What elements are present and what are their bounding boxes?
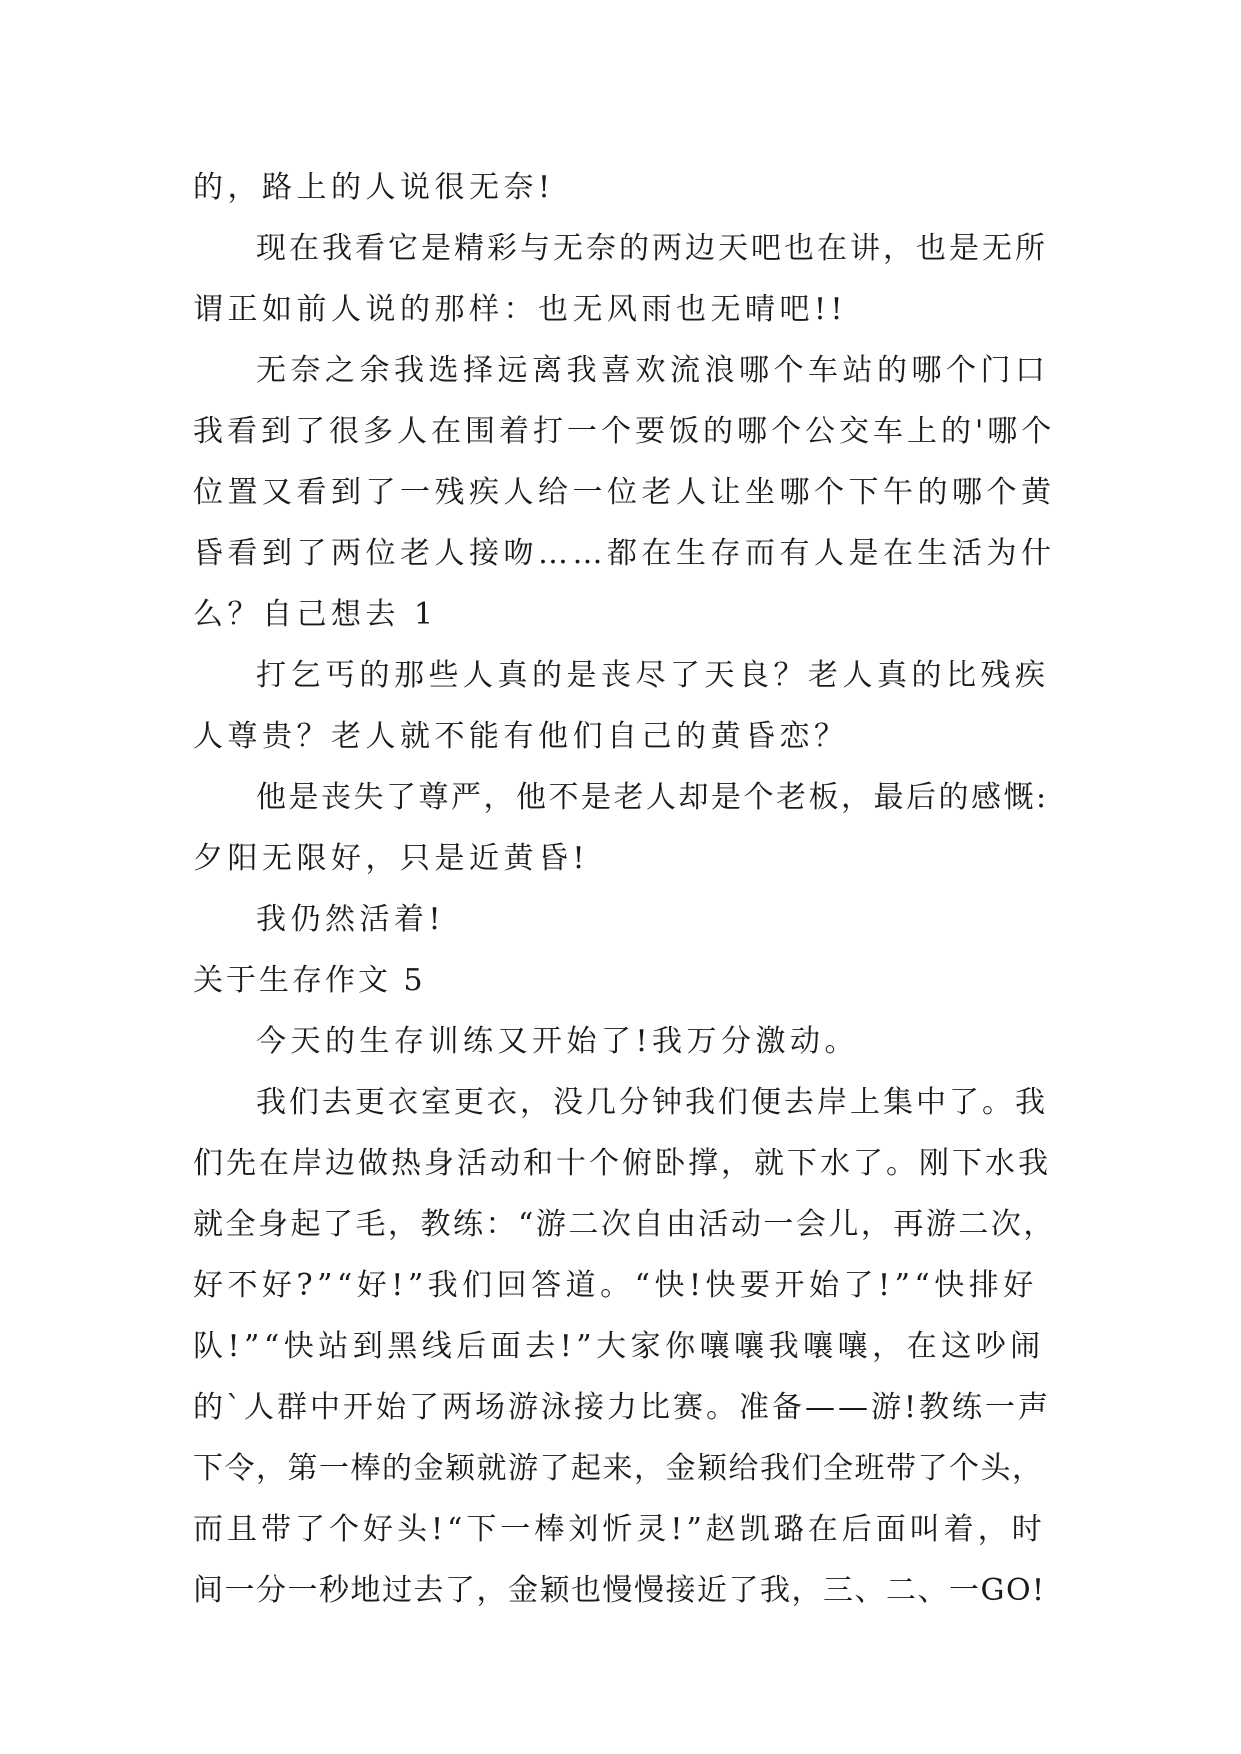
text-line: 我看到了很多人在围着打一个要饭的哪个公交车上的'哪个 — [193, 414, 1056, 449]
essay-body — [193, 157, 1055, 1621]
text-line: 夕阳无限好，只是近黄昏! — [193, 841, 590, 876]
text-line: 间一分一秒地过去了，金颖也慢慢接近了我，三、二、一GO! — [193, 1573, 1046, 1608]
text-line: 的，路上的人说很无奈! — [193, 170, 555, 205]
text-line: 么？自己想去 1 — [193, 597, 438, 632]
text-line: 而且带了个好头!“下一棒刘忻灵!”赵凯璐在后面叫着，时 — [193, 1512, 1046, 1547]
text-line: 位置又看到了一残疾人给一位老人让坐哪个下午的哪个黄 — [193, 475, 1056, 510]
paragraph-first-line: 我仍然活着! — [256, 902, 446, 937]
section-heading: 关于生存作文 5 — [193, 963, 426, 998]
text-line: 下令，第一棒的金颖就游了起来，金颖给我们全班带了个头， — [193, 1451, 1044, 1486]
text-line: 谓正如前人说的那样：也无风雨也无晴吧!! — [193, 292, 848, 327]
paragraph-first-line: 我们去更衣室更衣，没几分钟我们便去岸上集中了。我 — [256, 1085, 1048, 1120]
paragraph-first-line: 今天的生存训练又开始了!我万分激动。 — [256, 1024, 860, 1059]
text-line: 队!”“快站到黑线后面去!”大家你嚷嚷我嚷嚷，在这吵闹 — [193, 1329, 1045, 1364]
text-line: 的`人群中开始了两场游泳接力比赛。准备——游!教练一声 — [193, 1390, 1052, 1425]
text-line: 们先在岸边做热身活动和十个俯卧撑，就下水了。刚下水我 — [193, 1146, 1051, 1181]
text-line: 好不好?”“好!”我们回答道。“快!快要开始了!”“快排好 — [193, 1268, 1038, 1303]
paragraph-first-line: 打乞丐的那些人真的是丧尽了天良？老人真的比残疾 — [256, 658, 1050, 693]
text-line: 人尊贵？老人就不能有他们自己的黄昏恋？ — [193, 719, 849, 754]
text-line: 昏看到了两位老人接吻……都在生存而有人是在生活为什 — [193, 536, 1056, 571]
text-line: 就全身起了毛，教练：“游二次自由活动一会儿，再游二次， — [193, 1207, 1056, 1242]
paragraph-first-line: 他是丧失了尊严，他不是老人却是个老板，最后的感慨: — [256, 780, 1049, 815]
paragraph-first-line: 现在我看它是精彩与无奈的两边天吧也在讲，也是无所 — [256, 231, 1048, 266]
paragraph-first-line: 无奈之余我选择远离我喜欢流浪哪个车站的哪个门口 — [256, 353, 1050, 388]
